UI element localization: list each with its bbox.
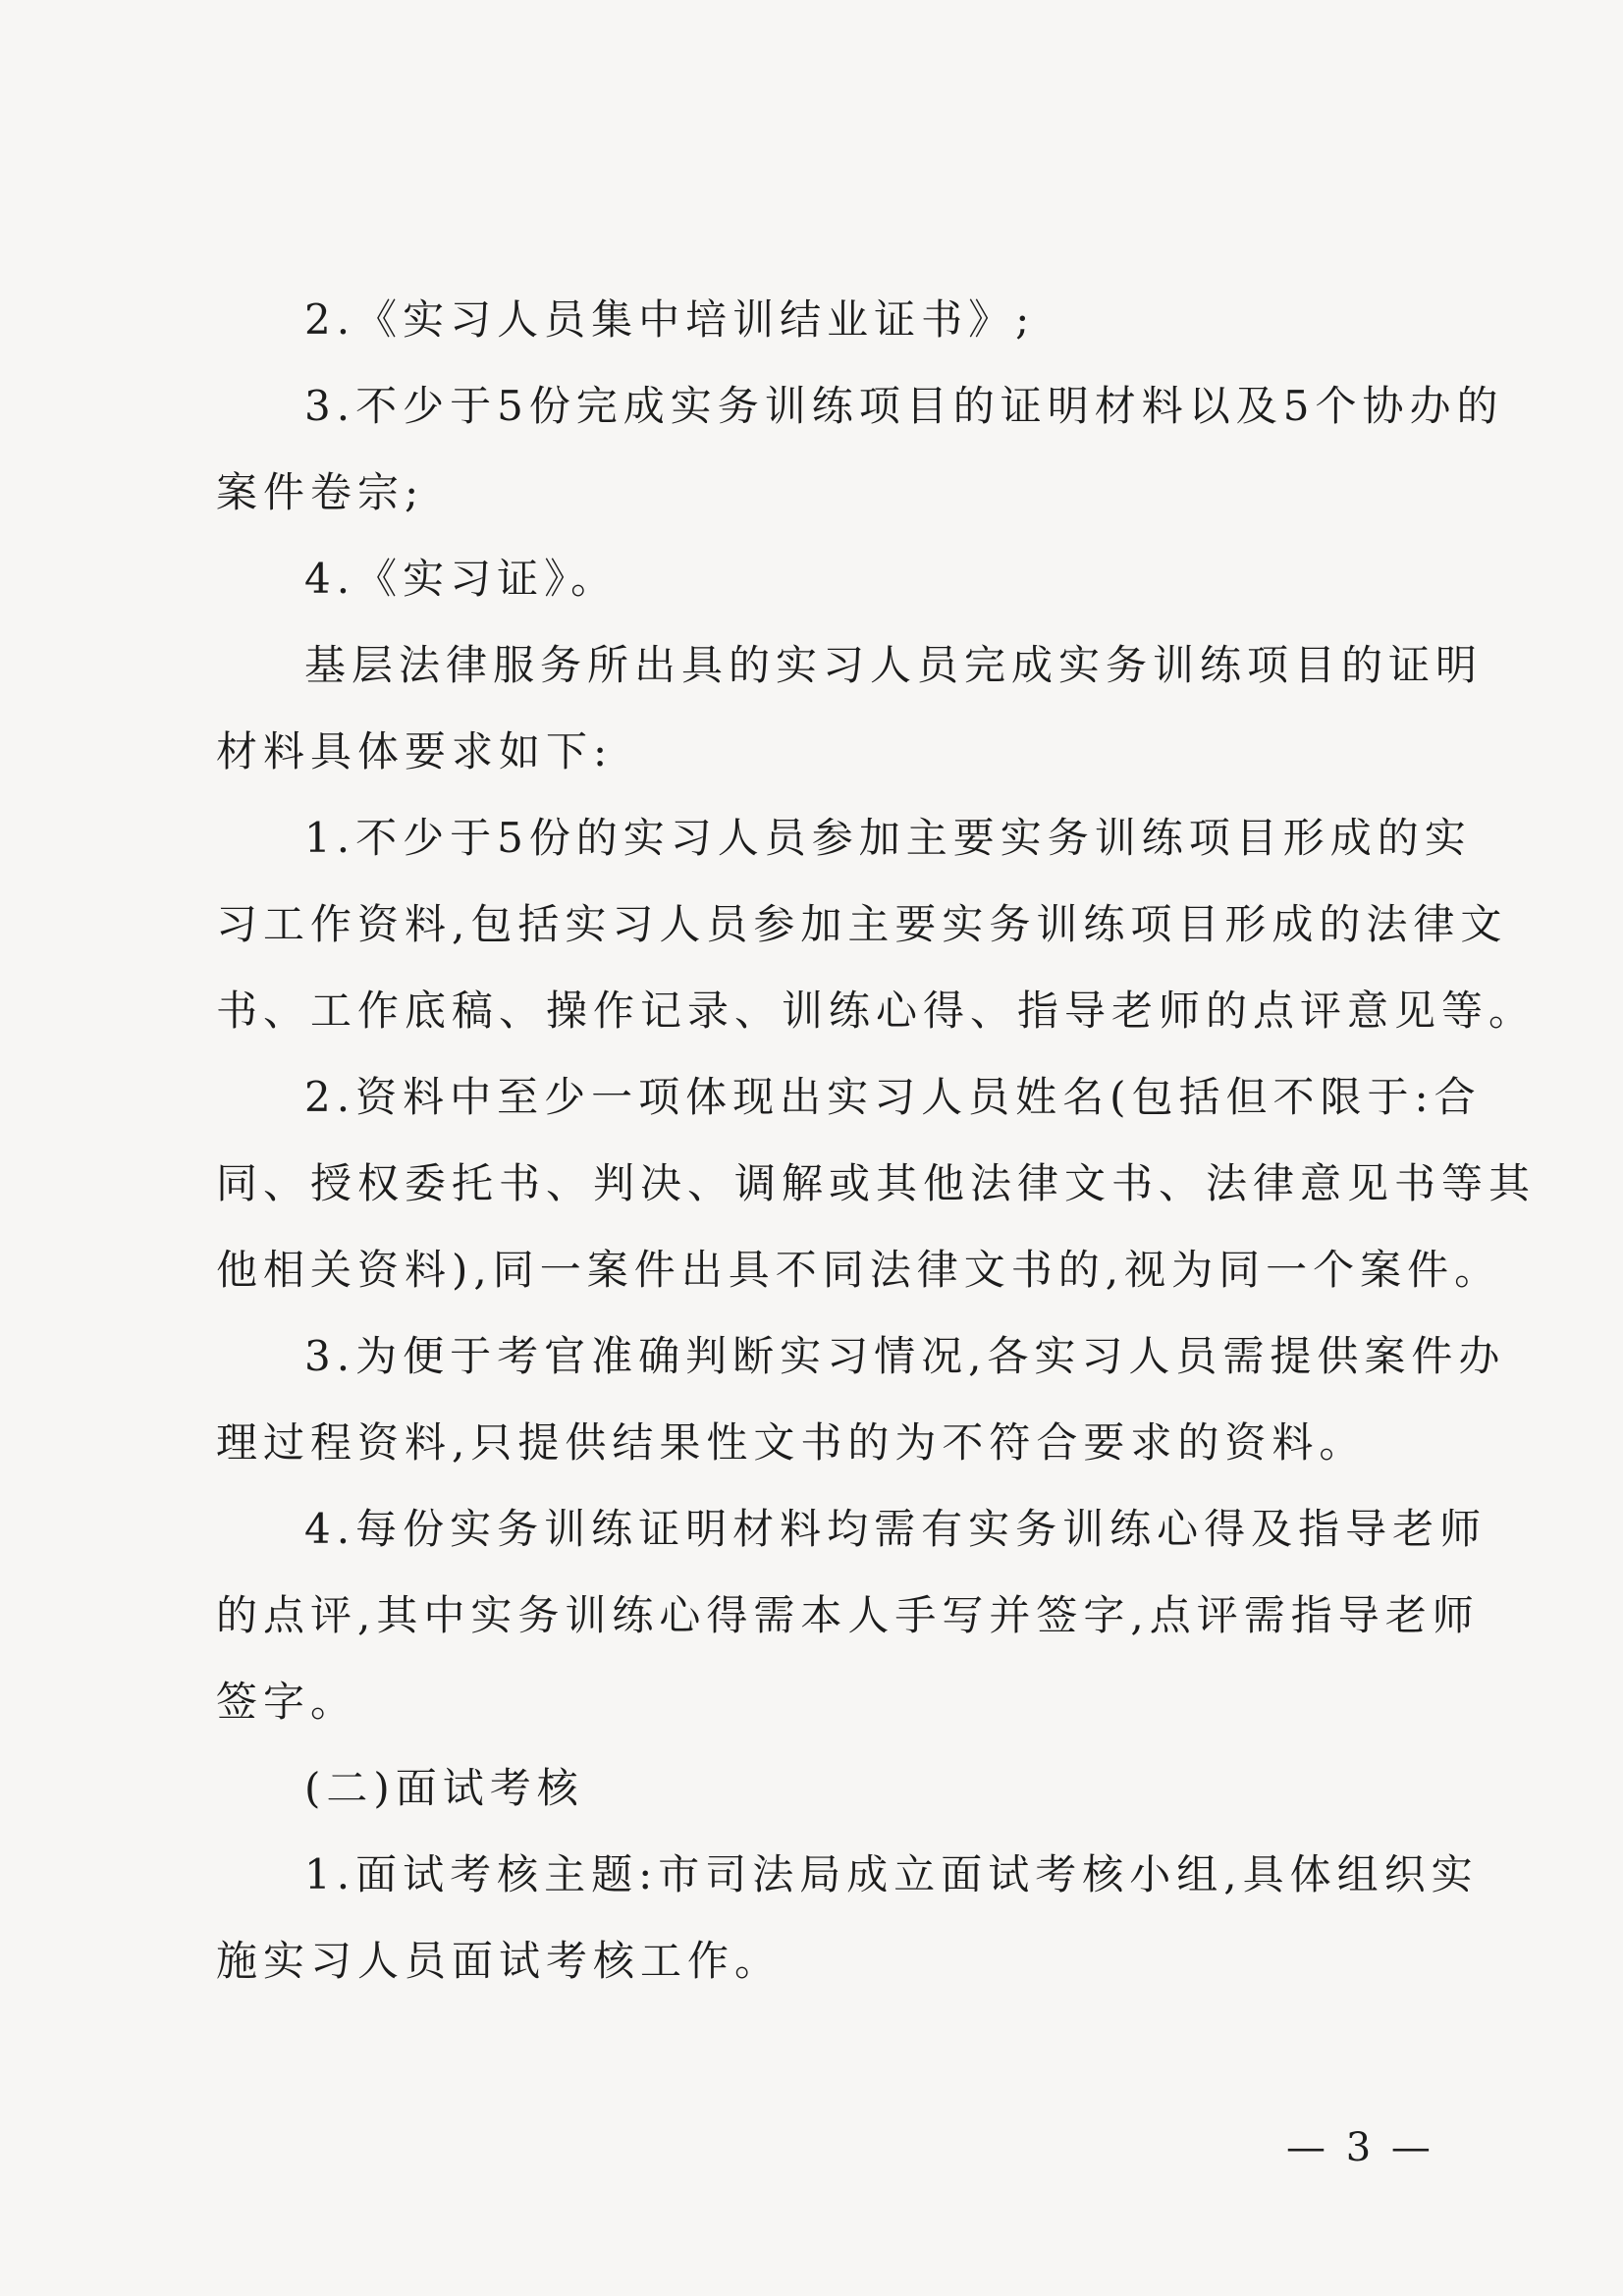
interview-item-1: 1.面试考核主题:市司法局成立面试考核小组,具体组织实 — [304, 1850, 1479, 1898]
requirement-2-cont-1: 同、授权委托书、判决、调解或其他法律文书、法律意见书等其 — [216, 1159, 1537, 1207]
requirement-1-cont-2: 书、工作底稿、操作记录、训练心得、指导老师的点评意见等。 — [216, 987, 1537, 1035]
list-item-internship-card: 4.《实习证》。 — [304, 555, 619, 603]
list-item-materials: 3.不少于5份完成实务训练项目的证明材料以及5个协办的 — [304, 382, 1504, 430]
requirement-2-cont-2: 他相关资料),同一案件出具不同法律文书的,视为同一个案件。 — [216, 1246, 1502, 1294]
paragraph-requirements-intro-cont: 材料具体要求如下: — [216, 727, 614, 775]
list-item-materials-cont: 案件卷宗; — [216, 468, 425, 516]
requirement-3-cont: 理过程资料,只提供结果性文书的为不符合要求的资料。 — [216, 1418, 1367, 1467]
requirement-3: 3.为便于考官准确判断实习情况,各实习人员需提供案件办 — [304, 1332, 1506, 1380]
requirement-4-cont-1: 的点评,其中实务训练心得需本人手写并签字,点评需指导老师 — [216, 1591, 1480, 1639]
requirement-4-cont-2: 签字。 — [216, 1678, 358, 1726]
interview-item-1-cont: 施实习人员面试考核工作。 — [216, 1937, 783, 1985]
paragraph-requirements-intro: 基层法律服务所出具的实习人员完成实务训练项目的证明 — [304, 641, 1484, 689]
requirement-2: 2.资料中至少一项体现出实习人员姓名(包括但不限于:合 — [304, 1073, 1482, 1121]
section-heading-interview: (二)面试考核 — [304, 1764, 584, 1812]
requirement-1-cont-1: 习工作资料,包括实习人员参加主要实务训练项目形成的法律文 — [216, 900, 1508, 948]
page-number: — 3 — — [1286, 2125, 1434, 2170]
list-item-certificate: 2.《实习人员集中培训结业证书》; — [304, 295, 1036, 344]
requirement-4: 4.每份实务训练证明材料均需有实务训练心得及指导老师 — [304, 1505, 1488, 1553]
requirement-1: 1.不少于5份的实习人员参加主要实务训练项目形成的实 — [304, 814, 1472, 862]
